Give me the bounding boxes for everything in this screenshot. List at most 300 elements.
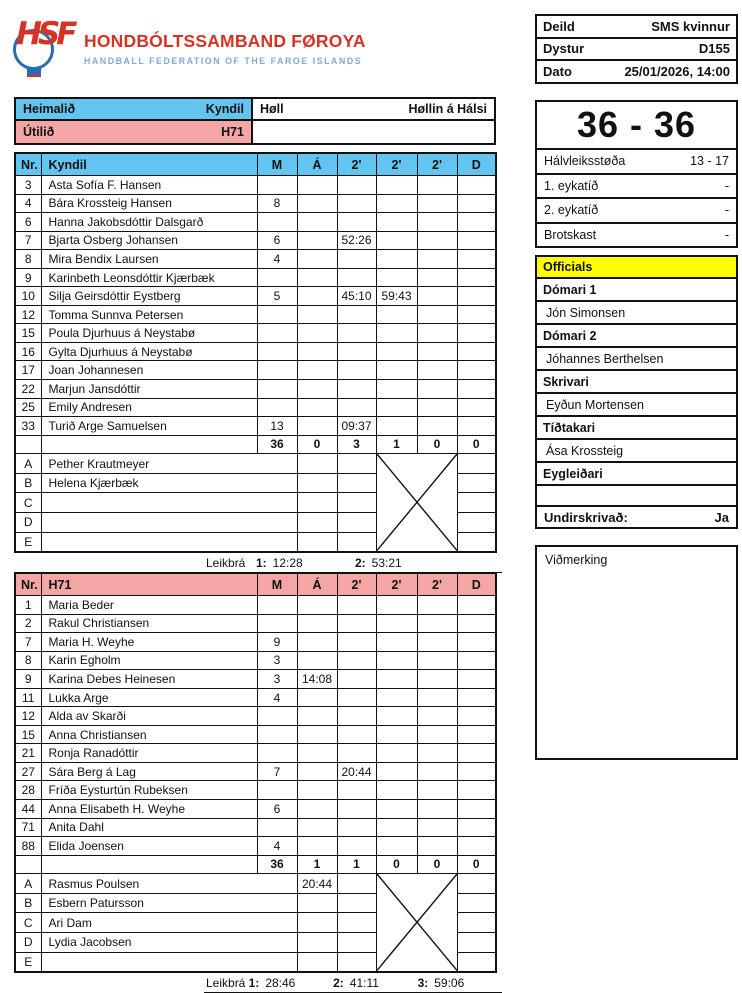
officials-panel: [535, 255, 738, 509]
stat-cell: [337, 324, 376, 343]
stat-cell: [417, 781, 457, 800]
player-row: [15, 670, 496, 689]
bench-name-cell: Pether Krautmeyer: [41, 454, 297, 474]
stat-cell: [417, 651, 457, 670]
bench-stat-cell: [457, 532, 496, 552]
player-row: [15, 707, 496, 726]
timeout-line: [204, 976, 502, 993]
official-name: Eyðun Mortensen: [537, 394, 736, 417]
stat-cell: [297, 213, 337, 232]
player-number-cell: 7: [15, 633, 41, 652]
score-detail-value: -: [724, 228, 729, 243]
stat-cell: [337, 250, 376, 269]
stat-cell: [417, 231, 457, 250]
stat-cell: [297, 305, 337, 324]
logo-basket-icon: [27, 68, 41, 77]
column-header: Nr.: [15, 573, 41, 596]
stat-cell: [457, 417, 496, 436]
stat-cell: [417, 194, 457, 213]
stat-cell: [297, 231, 337, 250]
totals-cell: 3: [337, 435, 376, 454]
bench-name-cell: Ari Dam: [41, 913, 297, 933]
player-name-cell: Karin Egholm: [41, 651, 257, 670]
player-name-cell: Ronja Ranadóttir: [41, 744, 257, 763]
stat-cell: [457, 231, 496, 250]
column-header: 2': [417, 153, 457, 176]
stat-cell: [337, 342, 376, 361]
player-number-cell: 25: [15, 398, 41, 417]
column-header: 2': [417, 573, 457, 596]
player-number-cell: 9: [15, 268, 41, 287]
stat-cell: 9: [257, 633, 297, 652]
player-name-cell: Karinbeth Leonsdóttir Kjærbæk: [41, 268, 257, 287]
bench-name-cell: [41, 512, 297, 532]
stat-cell: [417, 725, 457, 744]
home-team-name: Kyndil: [205, 102, 244, 116]
stat-cell: [457, 250, 496, 269]
totals-cell: 0: [457, 855, 496, 874]
column-header: 2': [376, 573, 417, 596]
bench-stat-cell: [337, 454, 376, 474]
player-number-cell: 71: [15, 818, 41, 837]
official-role: Skrivari: [537, 371, 736, 394]
score-detail-row: [537, 173, 736, 198]
stat-cell: [297, 725, 337, 744]
home-row: [14, 97, 496, 121]
away-team-name: H71: [221, 125, 244, 139]
stat-cell: [297, 287, 337, 306]
timeout-entry: [355, 556, 454, 570]
hall-label: Høll: [260, 102, 284, 116]
stat-cell: [337, 818, 376, 837]
bench-letter-cell: C: [15, 493, 41, 513]
stat-cell: [376, 614, 417, 633]
stat-cell: [337, 268, 376, 287]
remarks-label: Viðmerking: [545, 553, 608, 567]
official-name: Jóhannes Berthelsen: [537, 348, 736, 371]
column-header: H71: [41, 573, 257, 596]
player-name-cell: Lukka Arge: [41, 688, 257, 707]
info-value: D155: [698, 41, 730, 57]
player-name-cell: Asta Sofía F. Hansen: [41, 176, 257, 195]
stat-cell: [417, 305, 457, 324]
totals-cell: 36: [257, 435, 297, 454]
column-header: Á: [297, 153, 337, 176]
column-header: D: [457, 573, 496, 596]
bench-stat-cell: [297, 512, 337, 532]
stat-cell: [297, 176, 337, 195]
stat-cell: [376, 725, 417, 744]
stat-cell: [376, 361, 417, 380]
roster-header-row: [15, 153, 496, 176]
signature-value: Ja: [714, 509, 729, 525]
brand-block: [12, 18, 366, 82]
stat-cell: [257, 744, 297, 763]
stat-cell: [376, 176, 417, 195]
home-team-cell: [14, 97, 253, 121]
score-detail-label: Hálvleiksstøða: [544, 154, 626, 169]
player-name-cell: Poula Djurhuus á Neystabø: [41, 324, 257, 343]
officials-title: Officials: [537, 257, 736, 279]
score-detail-row: [537, 222, 736, 247]
player-name-cell: Maria Beder: [41, 596, 257, 615]
stat-cell: [417, 324, 457, 343]
player-row: [15, 744, 496, 763]
stat-cell: [376, 250, 417, 269]
stat-cell: [376, 268, 417, 287]
stat-cell: 59:43: [376, 287, 417, 306]
stat-cell: [417, 596, 457, 615]
column-header: 2': [337, 573, 376, 596]
player-row: [15, 651, 496, 670]
player-name-cell: Turið Arge Samuelsen: [41, 417, 257, 436]
stat-cell: [376, 324, 417, 343]
stat-cell: [417, 744, 457, 763]
totals-cell: 0: [376, 855, 417, 874]
official-role: Dómari 1: [537, 279, 736, 302]
bench-stat-cell: [457, 454, 496, 474]
player-row: [15, 417, 496, 436]
stat-cell: [376, 818, 417, 837]
stat-cell: [376, 837, 417, 856]
player-number-cell: 15: [15, 324, 41, 343]
player-row: [15, 176, 496, 195]
brand-text: [84, 18, 366, 66]
stat-cell: [457, 818, 496, 837]
officials-rows: [537, 279, 736, 507]
away-team-table-block: [14, 572, 496, 993]
totals-row: [15, 435, 496, 454]
stat-cell: [257, 268, 297, 287]
stat-cell: [417, 361, 457, 380]
player-row: [15, 287, 496, 306]
stat-cell: [376, 417, 417, 436]
bench-stat-cell: [337, 893, 376, 913]
stat-cell: [417, 688, 457, 707]
stat-cell: [297, 361, 337, 380]
timeout-time: 28:46: [265, 975, 296, 990]
player-number-cell: 15: [15, 725, 41, 744]
score-detail-label: 1. eykatíð: [544, 178, 599, 193]
player-name-cell: Bjarta Osberg Johansen: [41, 231, 257, 250]
score-detail-value: -: [724, 203, 729, 218]
stat-cell: [337, 688, 376, 707]
home-label: Heimalið: [23, 102, 76, 116]
player-name-cell: Rakul Christiansen: [41, 614, 257, 633]
player-name-cell: Mira Bendix Laursen: [41, 250, 257, 269]
player-number-cell: 6: [15, 213, 41, 232]
stat-cell: [457, 305, 496, 324]
bench-letter-cell: A: [15, 454, 41, 474]
stat-cell: [376, 213, 417, 232]
stat-cell: [257, 818, 297, 837]
player-number-cell: 4: [15, 194, 41, 213]
player-row: [15, 250, 496, 269]
player-name-cell: Joan Johannesen: [41, 361, 257, 380]
stat-cell: [376, 194, 417, 213]
match-info-box: [535, 14, 738, 84]
bench-stat-cell: [337, 913, 376, 933]
bench-stat-cell: [457, 493, 496, 513]
column-header: Nr.: [15, 153, 41, 176]
player-row: [15, 398, 496, 417]
bench-name-cell: Helena Kjærbæk: [41, 473, 297, 493]
stat-cell: [457, 324, 496, 343]
official-role: Tíðtakari: [537, 417, 736, 440]
player-number-cell: 27: [15, 762, 41, 781]
roster-table: [14, 152, 497, 553]
roster-table: [14, 572, 497, 973]
stat-cell: [457, 268, 496, 287]
column-header: Kyndil: [41, 153, 257, 176]
match-info-row: [537, 59, 736, 82]
stat-cell: 6: [257, 231, 297, 250]
stat-cell: [257, 380, 297, 399]
player-row: [15, 268, 496, 287]
official-name: Jón Simonsen: [537, 302, 736, 325]
stat-cell: [297, 744, 337, 763]
official-role: Eygleiðari: [537, 463, 736, 486]
score-detail-row: [537, 148, 736, 173]
player-number-cell: 44: [15, 800, 41, 819]
stat-cell: 4: [257, 688, 297, 707]
stat-cell: [457, 342, 496, 361]
stat-cell: [337, 707, 376, 726]
stat-cell: [297, 596, 337, 615]
player-number-cell: 12: [15, 707, 41, 726]
bench-stat-cell: [297, 532, 337, 552]
player-number-cell: 8: [15, 651, 41, 670]
stat-cell: [417, 268, 457, 287]
player-number-cell: 88: [15, 837, 41, 856]
player-number-cell: 8: [15, 250, 41, 269]
stat-cell: 5: [257, 287, 297, 306]
stat-cell: [376, 342, 417, 361]
bench-stat-cell: [297, 932, 337, 952]
stat-cell: [297, 818, 337, 837]
timeout-label: Leikbrá: [206, 555, 246, 570]
stat-cell: [337, 305, 376, 324]
stat-cell: [376, 670, 417, 689]
stat-cell: [297, 268, 337, 287]
stat-cell: [376, 380, 417, 399]
player-number-cell: 21: [15, 744, 41, 763]
stat-cell: [297, 342, 337, 361]
player-row: [15, 324, 496, 343]
player-row: [15, 725, 496, 744]
player-number-cell: 10: [15, 287, 41, 306]
player-number-cell: 2: [15, 614, 41, 633]
stat-cell: [337, 596, 376, 615]
totals-cell: 1: [297, 855, 337, 874]
player-name-cell: Tomma Sunnva Petersen: [41, 305, 257, 324]
bench-stat-cell: [457, 913, 496, 933]
stat-cell: [376, 707, 417, 726]
totals-empty-cell: [15, 855, 41, 874]
stat-cell: [457, 213, 496, 232]
score-detail-row: [537, 197, 736, 222]
bench-stat-cell: [337, 932, 376, 952]
stat-cell: [376, 651, 417, 670]
bench-stat-cell: [297, 893, 337, 913]
stat-cell: [337, 361, 376, 380]
stat-cell: [457, 287, 496, 306]
stat-cell: 13: [257, 417, 297, 436]
stat-cell: [257, 324, 297, 343]
player-row: [15, 762, 496, 781]
bench-stat-cell: [457, 932, 496, 952]
column-header: 2': [376, 153, 417, 176]
timeout-entry: [333, 976, 417, 990]
score-rows: [537, 148, 736, 246]
player-name-cell: Gylta Djurhuus á Neystabø: [41, 342, 257, 361]
column-header: M: [257, 153, 297, 176]
stat-cell: [297, 633, 337, 652]
stat-cell: [297, 688, 337, 707]
stat-cell: [376, 305, 417, 324]
timeout-number: 2:: [355, 555, 366, 570]
stat-cell: [457, 762, 496, 781]
bench-stat-cell: [337, 512, 376, 532]
stat-cell: [337, 398, 376, 417]
stat-cell: 4: [257, 837, 297, 856]
bench-name-cell: [41, 532, 297, 552]
home-team-table-block: [14, 152, 496, 573]
stat-cell: [376, 762, 417, 781]
stat-cell: [297, 398, 337, 417]
stat-cell: 4: [257, 250, 297, 269]
player-number-cell: 16: [15, 342, 41, 361]
info-value: SMS kvinnur: [651, 18, 730, 34]
bench-stat-cell: [457, 473, 496, 493]
timeout-entry: [418, 976, 502, 990]
remarks-box: [535, 545, 738, 760]
timeout-number: 1:: [248, 975, 260, 990]
player-name-cell: Marjun Jansdóttir: [41, 380, 257, 399]
player-number-cell: 9: [15, 670, 41, 689]
stat-cell: 52:26: [337, 231, 376, 250]
totals-row: [15, 855, 496, 874]
player-name-cell: Elida Joensen: [41, 837, 257, 856]
crossed-out-cell: [376, 874, 457, 972]
stat-cell: [417, 800, 457, 819]
stat-cell: 6: [257, 800, 297, 819]
stat-cell: [337, 781, 376, 800]
stat-cell: [376, 744, 417, 763]
player-number-cell: 7: [15, 231, 41, 250]
player-row: [15, 837, 496, 856]
bench-stat-cell: [337, 532, 376, 552]
bench-stat-cell: [297, 913, 337, 933]
stat-cell: [457, 361, 496, 380]
stat-cell: [457, 837, 496, 856]
timeout-line: [204, 556, 502, 573]
stat-cell: [257, 361, 297, 380]
totals-empty-cell: [15, 435, 41, 454]
stat-cell: [417, 633, 457, 652]
score-detail-label: Brotskast: [544, 228, 597, 243]
bench-stat-cell: [457, 512, 496, 532]
stat-cell: [257, 176, 297, 195]
stat-cell: [257, 725, 297, 744]
totals-cell: 0: [417, 855, 457, 874]
stat-cell: 3: [257, 670, 297, 689]
timeout-entry: [249, 976, 333, 990]
column-header: D: [457, 153, 496, 176]
hall-cell: [251, 97, 496, 121]
bench-stat-cell: [297, 454, 337, 474]
info-label: Dystur: [543, 41, 585, 57]
stat-cell: [457, 194, 496, 213]
stat-cell: [457, 725, 496, 744]
stat-cell: [257, 596, 297, 615]
bench-letter-cell: B: [15, 473, 41, 493]
bench-stat-cell: [297, 473, 337, 493]
logo-letters: HSF: [16, 16, 74, 52]
stat-cell: [337, 213, 376, 232]
bench-letter-cell: E: [15, 532, 41, 552]
away-label: Útilið: [23, 125, 55, 139]
bench-name-cell: [41, 493, 297, 513]
player-row: [15, 596, 496, 615]
player-row: [15, 633, 496, 652]
bench-stat-cell: [297, 952, 337, 972]
score-detail-label: 2. eykatíð: [544, 203, 599, 218]
stat-cell: 45:10: [337, 287, 376, 306]
stat-cell: [337, 670, 376, 689]
column-header: M: [257, 573, 297, 596]
totals-empty-cell: [41, 435, 257, 454]
stat-cell: [417, 837, 457, 856]
timeout-time: 41:11: [349, 975, 379, 990]
stat-cell: [297, 837, 337, 856]
stat-cell: 8: [257, 194, 297, 213]
player-row: [15, 818, 496, 837]
stat-cell: 20:44: [337, 762, 376, 781]
stat-cell: [417, 176, 457, 195]
timeout-time: 53:21: [371, 555, 402, 570]
bench-letter-cell: E: [15, 952, 41, 972]
match-header: [14, 97, 496, 145]
stat-cell: [257, 213, 297, 232]
timeout-time: 59:06: [434, 975, 465, 990]
stat-cell: [457, 800, 496, 819]
totals-cell: 0: [457, 435, 496, 454]
timeout-number: 1:: [256, 555, 267, 570]
stat-cell: [376, 633, 417, 652]
stat-cell: [297, 707, 337, 726]
stat-cell: [457, 707, 496, 726]
player-row: [15, 342, 496, 361]
player-name-cell: Bára Krossteig Hansen: [41, 194, 257, 213]
bench-letter-cell: B: [15, 893, 41, 913]
player-number-cell: 28: [15, 781, 41, 800]
player-number-cell: 12: [15, 305, 41, 324]
stat-cell: [417, 213, 457, 232]
totals-cell: 36: [257, 855, 297, 874]
bench-stat-cell: [337, 493, 376, 513]
bench-letter-cell: A: [15, 874, 41, 894]
player-row: [15, 688, 496, 707]
stat-cell: [417, 342, 457, 361]
totals-empty-cell: [41, 855, 257, 874]
signature-box: [535, 505, 738, 529]
bench-stat-cell: [297, 493, 337, 513]
bench-letter-cell: D: [15, 512, 41, 532]
player-name-cell: Karina Debes Heinesen: [41, 670, 257, 689]
stat-cell: [257, 305, 297, 324]
stat-cell: [417, 818, 457, 837]
